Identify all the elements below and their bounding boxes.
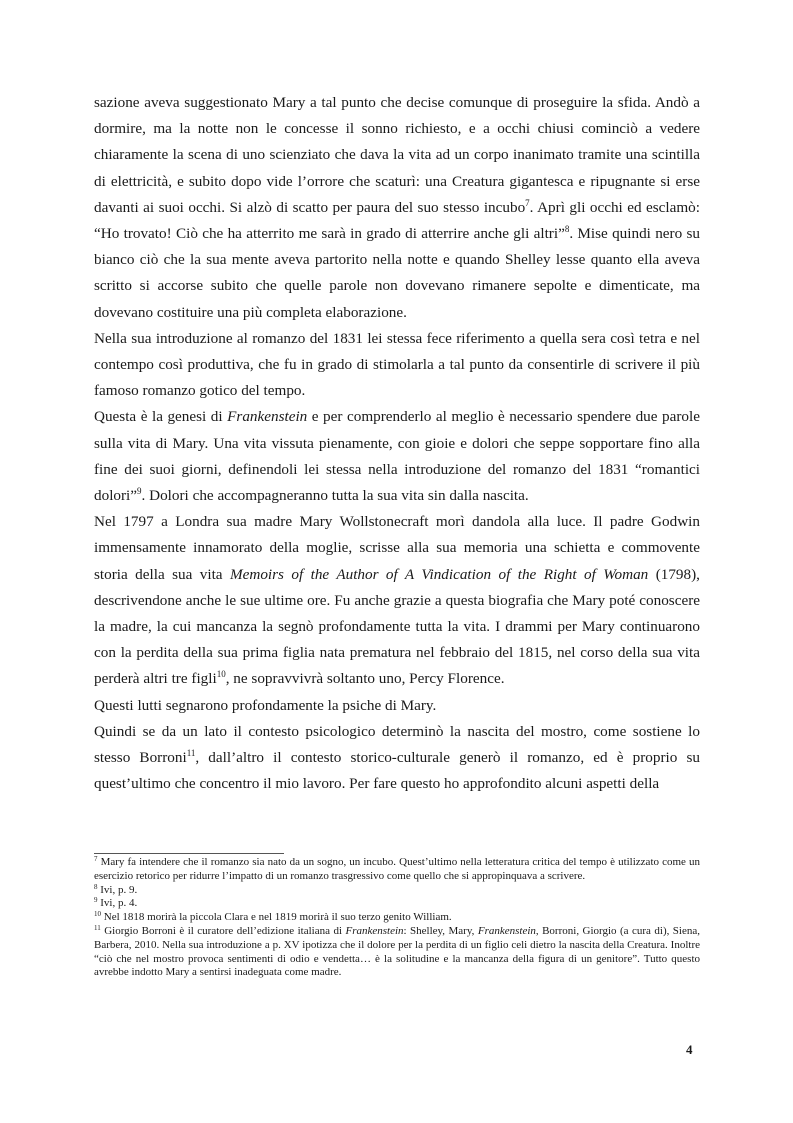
footnote-ref-9[interactable]: 9 [137,486,142,497]
footnote-ref-10[interactable]: 10 [216,669,226,680]
paragraph-4 [94,509,700,692]
paragraph-3 [94,404,700,509]
paragraph-4-text-a: Nel 1797 a Londra sua madre Mary Wollstonecraft morì dandola alla luce. Il padre Godwin immensamente innamorato della moglie, scrisse alla sua memoria una schietta e commovente storia della sua vita [94,513,700,583]
page-number: 4 [686,1042,693,1057]
footnote-number: 9 [94,896,98,905]
footnote-9 [94,897,700,911]
paragraph-3-text-a: Questa è la genesi di [94,408,228,426]
main-text [94,90,700,797]
paragraph-5: Questi lutti segnarono profondamente la psiche di Mary. [94,696,437,714]
footnote-text: Mary fa intendere che il romanzo sia nato da un sogno, un incubo. Quest’ultimo nella letteratura critica del tempo è utilizzato come un esercizio retorico per ridurre l’impatto di un romanzo trasgressivo come quello che si appropinquava a scrivere. [94,856,700,882]
footnote-8 [94,884,700,898]
footnote-ref-11[interactable]: 11 [186,748,196,759]
footnote-text-b: : Shelley, Mary, [403,924,478,937]
footnote-book-title: Frankenstein [345,924,404,937]
footnote-number: 11 [94,923,101,932]
footnote-10 [94,911,700,925]
paragraph-2: Nella sua introduzione al romanzo del 1831 lei stessa fece riferimento a quella sera così tetra e nel contempo così produttiva, che fu in grado di stimolarla a tal punto da consentirle di scrivere il più famoso romanzo gotico del tempo. [94,329,700,400]
paragraph-3-text-b: e per comprenderlo al meglio è necessario spendere due parole sulla vita di Mary. Una vita vissuta pienamente, con gioie e dolori che seppe sopportare fino alla fine dei suoi giorni, definendoli lei stessa nella introduzione del romanzo del 1831 “romantici dolori” [94,408,700,505]
page-body [94,90,700,797]
footnote-book-title: Frankenstein [477,924,536,937]
footnote-ref-8[interactable]: 8 [564,224,570,235]
footnote-separator [94,853,284,854]
paragraph-4-book-title: Memoirs of the Author of A Vindication of the Right of Woman [229,565,649,583]
footnotes [94,856,700,980]
paragraph-6-text-a: Quindi se da un lato il contesto psicologico determinò la nascita del mostro, come sostiene lo stesso Borroni [94,722,700,767]
paragraph-6-text-b: , dall’altro il contesto storico-culturale generò il romanzo, ed è proprio su quest’ultimo che concentro il mio lavoro. Per fare questo ho approfondito alcuni aspetti della [94,749,701,793]
paragraph-6 [94,719,700,798]
footnote-number: 10 [94,910,101,919]
footnote-text: Ivi, p. 4. [97,897,138,910]
footnote-number: 7 [94,855,98,863]
paragraph-4-text-c: , ne sopravvivrà soltanto uno, Percy Florence. [225,670,505,688]
footnote-text: Ivi, p. 9. [97,883,138,896]
footnote-text-a: Giorgio Borroni è il curatore dell’edizione italiana di [100,924,346,937]
paragraph-1-text-b: . Aprì gli occhi ed esclamò: “Ho trovato! Ciò che ha atterrito me sarà in grado di atterrire anche gli altri” [94,198,700,243]
paragraph-1-text-c: . Mise quindi nero su bianco ciò che la sua mente aveva partorito nella notte e quando Shelley lesse quanto ella aveva scritto si accorse subito che quelle parole non dovevano rimanere sepolte e dimenticate, ma dovevano costituire una più completa elaborazione. [94,225,700,321]
paragraph-1-text-a: sazione aveva suggestionato Mary a tal punto che decise comunque di proseguire la sfida. Andò a dormire, ma la notte non le concesse il sonno richiesto, e a occhi chiusi cominciò a vedere chiaramente la scena di uno scienziato che dava la vita ad un corpo inanimato tramite una scintilla di elettricità, e subito dopo vide l’orrore che scaturì: una Creatura gigantesca e ripugnante si erse davanti ai suoi occhi. Si alzò di scatto per paura del suo stesso incubo [94,94,700,216]
paragraph-3-text-c: . Dolori che accompagneranno tutta la sua vita sin dalla nascita. [141,487,529,505]
paragraph-3-book-title: Frankenstein [227,408,308,426]
footnote-text-c: , Borroni, Giorgio (a cura di), Siena, Barbera, 2010. Nella sua introduzione a p. XV ipotizza che il dolore per la perdita di un figlio celi dietro la nascita della Creatura. Inoltre “ciò che nel mostro provoca sentimenti di odio e vendetta… è la solitudine e la mancanza della figura di un genitore”. Tutto questo avrebbe indotto Mary a sentirsi inadeguata come madre. [94,924,701,979]
footnote-number: 8 [94,882,98,891]
footnote-7 [94,856,700,884]
footnote-11 [94,925,700,980]
footnote-ref-7[interactable]: 7 [525,197,530,208]
footnote-text: Nel 1818 morirà la piccola Clara e nel 1819 morirà il suo terzo genito William. [101,911,452,924]
paragraph-4-text-b: (1798), descrivendone anche le sue ultime ore. Fu anche grazie a questa biografia che Mary poté conoscere la madre, la cui mancanza la segnò profondamente tutta la vita. I drammi per Mary continuarono con la perdita della sua prima figlia nata prematura nel febbraio del 1815, nel corso della sua vita perderà altri tre figli [94,565,700,688]
paragraph-1 [94,90,700,326]
